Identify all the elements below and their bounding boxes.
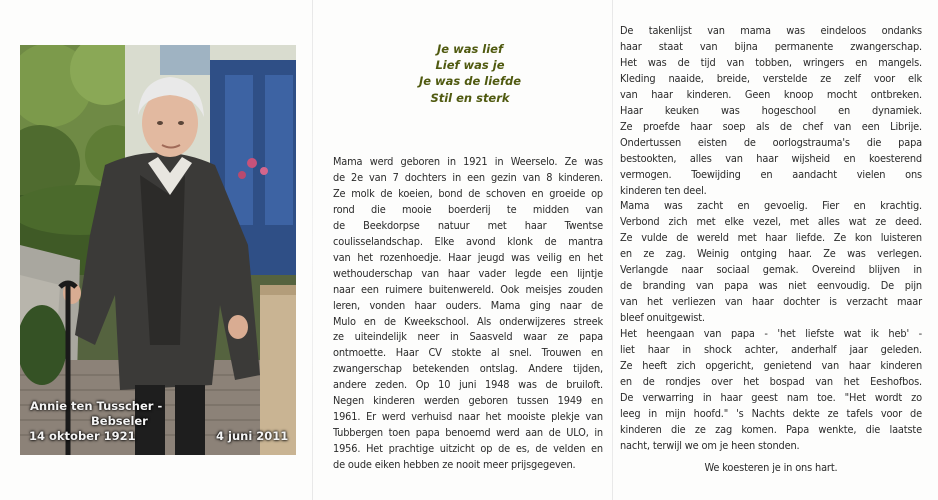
text-line: Het heengaan van papa - 'het liefste wat ik heb' - xyxy=(620,327,922,341)
text-line: en ze zag. Weinig ontging haar. Ze was verlegen. xyxy=(620,247,922,261)
text-line: rond die mooie boerderij te midden van xyxy=(333,202,603,216)
text-line: kinderen die ze zag komen. Papa wenkte, die laatste xyxy=(620,422,922,436)
text-line: Mulo en de Kweekschool. Als onderwijzeres streek xyxy=(333,314,603,328)
text-line: Mama werd geboren in 1921 in Weerselo. Ze was xyxy=(333,155,603,168)
text-line: Ze heeft zich opgericht, genietend van haar kinderen xyxy=(620,359,922,373)
text-line: 1961. Er werd verhuisd naar het mooiste plekje van xyxy=(333,410,603,424)
text-line: Ze vulde de wereld met haar liefde. Ze kon luisteren xyxy=(620,231,922,245)
text-line: de branding van papa was niet eenvoudig. De pijn xyxy=(620,279,922,293)
text-line: andere zeden. Op 10 juni 1948 was de bruiloft. xyxy=(333,378,603,392)
text-line: leren, vonden haar ouders. Mama ging naar de xyxy=(333,298,603,312)
caption-birth-date: 14 oktober 1921 xyxy=(29,429,136,443)
caption-death-date: 4 juni 2011 xyxy=(216,429,289,443)
text-line: Ze proefde haar soep als de chef van een Librije. xyxy=(620,119,922,133)
text-line: Het was de tijd van tobben, wringers en mangels. xyxy=(620,55,922,69)
text-line: wethouderschap van haar vader legde een lijntje xyxy=(333,266,603,280)
text-line: Ze molk de koeien, bond de schoven en groeide op xyxy=(333,186,603,200)
text-line: De verwarring in haar geest nam toe. "Het wordt zo xyxy=(620,390,922,404)
text-line: Verlangde naar sociaal gemak. Overeind blijven in xyxy=(620,263,922,277)
text-line: van het verliezen van haar dochter is verzacht maar xyxy=(620,295,922,309)
fold-line-left xyxy=(312,0,313,500)
poem-line: Lief was je xyxy=(435,58,505,73)
text-line: Haar keuken was hogeschool en dynamiek. xyxy=(620,103,922,117)
text-line: liet haar in shock achter, anderhalf jaar geleden. xyxy=(620,343,922,357)
text-line: vermogen. Toewijding en aandacht vielen ons xyxy=(620,167,922,181)
text-line: ze uiteindelijk neer in Saasveld waar ze papa xyxy=(333,330,603,344)
text-line: Verbond zich met elke vezel, met alles wat ze deed. xyxy=(620,215,922,229)
poem-line: Je was lief xyxy=(436,42,503,56)
portrait-illustration xyxy=(20,45,296,455)
text-line: Negen kinderen werden geboren tussen 1949 en xyxy=(333,394,603,408)
text-line: zwangerschap betekenden ontslag. Andere tijden, xyxy=(333,362,603,376)
text-line: en de rondjes over het bospad van het Eeshofbos. xyxy=(620,374,922,388)
text-line: van haar kinderen. Geen knoop mocht ontbreken. xyxy=(620,87,922,101)
text-line: coulisselandschap. Elke avond klonk de mantra xyxy=(333,234,603,248)
biography-column-right xyxy=(620,23,922,476)
text-line: bleef onuitgewist. xyxy=(620,311,705,325)
text-line: leeg in mijn hoofd." 's Nachts dekte ze tafels voor de xyxy=(620,406,922,420)
poem-line: Stil en sterk xyxy=(430,90,510,105)
poem xyxy=(380,41,560,106)
caption-name-line2: Bebseler xyxy=(91,414,148,428)
text-line: 1956. Het prachtige uitzicht op de es, de velden en xyxy=(333,442,603,456)
text-line: naar een ruimere buitenwereld. Ook meisjes zouden xyxy=(333,282,603,296)
text-line: de oude eiken hebben ze nooit meer prijsgegeven. xyxy=(333,458,576,472)
text-line: Kleding naaide, breide, verstelde ze zelf voor elk xyxy=(620,71,922,85)
text-line: kinderen ten deel. xyxy=(620,183,707,197)
text-line: ontmoette. Haar CV stokte al snel. Trouwen en xyxy=(333,346,603,360)
fold-line-right xyxy=(612,0,613,500)
poem-line: Je was de liefde xyxy=(418,74,522,89)
text-line: bestookten, alles van haar wijsheid en koesterend xyxy=(620,151,922,165)
text-line: de Beekdorpse natuur met haar Twentse xyxy=(333,218,603,232)
text-line: de 2e van 7 dochters in een gezin van 8 kinderen. xyxy=(333,170,603,184)
portrait-photo xyxy=(20,45,296,455)
text-line: Mama was zacht en gevoelig. Fier en krachtig. xyxy=(620,199,922,213)
text-line: nacht, terwijl we om je heen stonden. xyxy=(620,438,800,452)
text-line: haar staat van bijna permanente zwangerschap. xyxy=(620,39,922,53)
closing-line: We koesteren je in ons hart. xyxy=(704,460,838,474)
text-line: De takenlijst van mama was eindeloos ondanks xyxy=(620,24,922,37)
text-line: Tubbergen toen papa benoemd werd aan de ULO, in xyxy=(333,426,603,440)
text-line: van het rozenhoedje. Haar jeugd was veilig en het xyxy=(333,250,603,264)
biography-column-middle xyxy=(333,154,603,473)
caption-name-line1: Annie ten Tusscher - xyxy=(30,399,163,413)
text-line: Ondertussen eisten de oorlogstrauma's die papa xyxy=(620,135,922,149)
